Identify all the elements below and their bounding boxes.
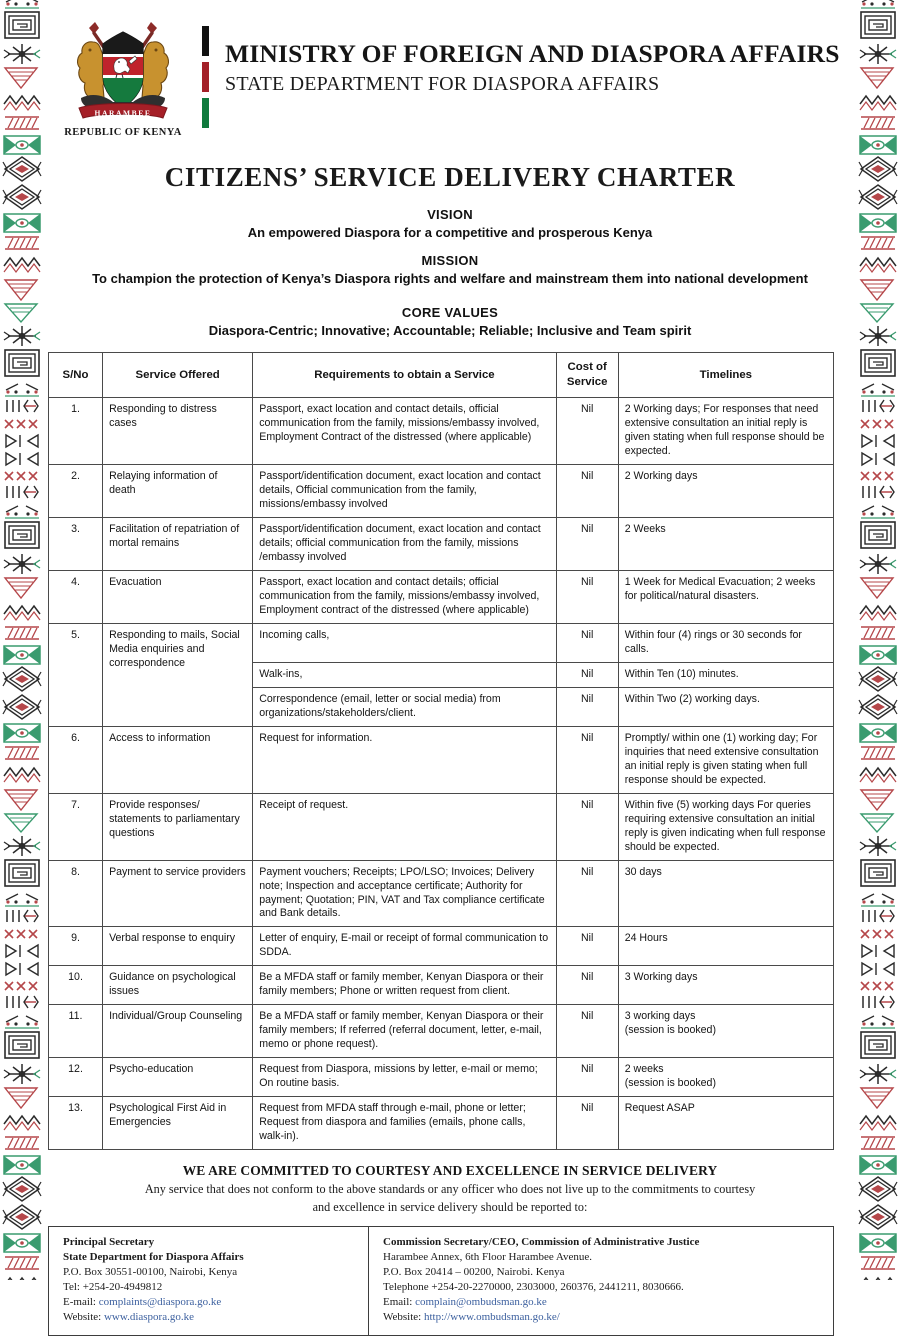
mission-heading: MISSION [421,253,479,269]
cell-cost: Nil [556,1058,618,1097]
cell-service: Responding to distress cases [103,398,253,465]
cell-requirements: Incoming calls, [253,623,556,662]
table-row [49,726,834,793]
cell-service: Individual/Group Counseling [103,1005,253,1058]
cell-sno: 8. [49,860,103,927]
cell-cost: Nil [556,927,618,966]
republic-of-kenya-caption: REPUBLIC OF KENYA [64,127,182,138]
cell-timelines: 2 weeks (session is booked) [618,1058,833,1097]
cell-requirements: Letter of enquiry, E-mail or receipt of formal communication to SDDA. [253,927,556,966]
cell-cost: Nil [556,398,618,465]
cell-sno: 1. [49,398,103,465]
vision-heading: VISION [427,207,473,222]
cell-cost: Nil [556,518,618,571]
header-requirements: Requirements to obtain a Service [253,353,556,398]
cell-service: Psychological First Aid in Emergencies [103,1097,253,1150]
table-row [49,398,834,465]
cell-service: Evacuation [103,571,253,624]
table-row [49,966,834,1005]
caj-email-label: Email: [383,1296,416,1309]
header-sno: S/No [49,353,103,398]
cell-cost: Nil [556,687,618,726]
tribal-border-left [2,0,42,1280]
cell-requirements: Be a MFDA staff or family member, Kenyan Diaspora or their family members; Phone or written request from client. [253,966,556,1005]
ministry-name: MINISTRY OF FOREIGN AND DIASPORA AFFAIRS [225,39,840,68]
cell-cost: Nil [556,726,618,793]
document-page [48,0,852,1324]
ministry-title-block [225,14,840,97]
core-values-heading: CORE VALUES [401,305,499,321]
table-row [49,571,834,624]
coat-of-arms-block [48,14,198,138]
table-row [49,623,834,662]
cell-requirements: Passport/identification document, exact location and contact details; official communication from the family, missions /embassy involved [253,518,556,571]
ps-website-row [63,1310,358,1325]
flag-stripe-black [202,26,209,56]
cell-timelines: 2 Working days [618,465,833,518]
mission-text: To champion the protection of Kenya’s Diaspora rights and welfare and mainstream them into national development [92,270,808,286]
contact-boxes [48,1226,834,1336]
caj-title: Commission Secretary/CEO, Commission of Administrative Justice [383,1235,700,1248]
table-header-row [49,353,834,398]
cell-requirements: Passport, exact location and contact details, official communication from the family, missions/embassy involved, Employment Contract of the distressed (where applicable) [253,398,556,465]
cell-sno: 10. [49,966,103,1005]
cell-service: Relaying information of death [103,465,253,518]
cell-sno: 13. [49,1097,103,1150]
cell-cost: Nil [556,966,618,1005]
table-row [49,1058,834,1097]
cell-sno: 12. [49,1058,103,1097]
table-body [49,398,834,1150]
commitment-headline: WE ARE COMMITTED TO COURTESY AND EXCELLENCE IN SERVICE DELIVERY [182,1163,718,1179]
cell-sno: 5. [49,623,103,726]
ps-website-link[interactable]: www.diaspora.go.ke [103,1311,194,1324]
flag-stripe-green [202,98,209,128]
cell-cost: Nil [556,1005,618,1058]
vision-mission-values [48,206,852,339]
flag-stripe-red [202,62,209,92]
cell-service: Provide responses/ statements to parliamentary questions [103,793,253,860]
ps-title: Principal Secretary [63,1235,155,1248]
cell-cost: Nil [556,793,618,860]
commitment-line-1: Any service that does not conform to the above standards or any officer who does not live up to the commitments to courtesy [144,1182,756,1197]
cell-timelines: Within four (4) rings or 30 seconds for calls. [618,623,833,662]
cell-timelines: 30 days [618,860,833,927]
table-row [49,465,834,518]
ps-address: P.O. Box 30551-00100, Nairobi, Kenya [63,1265,238,1278]
cell-requirements: Payment vouchers; Receipts; LPO/LSO; Invoices; Delivery note; Inspection and acceptance certificate; Authority for payment; Quotation; PIN, VAT and Tax compliance certificate and Bank details. [253,860,556,927]
tribal-band-repeat [3,0,41,1280]
cell-timelines: Within five (5) working days For queries requiring extensive consultation an initial reply is given indicating when full response should be expected. [618,793,833,860]
cell-sno: 6. [49,726,103,793]
cell-timelines: Within Two (2) working days. [618,687,833,726]
cell-requirements: Walk-ins, [253,662,556,687]
state-department-name: STATE DEPARTMENT FOR DIASPORA AFFAIRS [225,72,660,95]
tribal-pattern-svg-right [858,0,898,1280]
caj-website-label: Website: [383,1311,424,1324]
cell-cost: Nil [556,465,618,518]
cell-requirements: Request from MFDA staff through e-mail, phone or letter; Request from diaspora and families (emails, phone calls, walk-in). [253,1097,556,1150]
contact-ombudsman [369,1227,833,1335]
cell-service: Payment to service providers [103,860,253,927]
vision-text: An empowered Diaspora for a competitive and prosperous Kenya [247,224,653,240]
table-row [49,793,834,860]
core-values-text: Diaspora-Centric; Innovative; Accountable; Reliable; Inclusive and Team spirit [208,322,692,338]
ps-tel-value: +254-20-4949812 [82,1281,163,1294]
commitment-line-2: and excellence in service delivery should be reported to: [312,1200,588,1215]
header-timelines: Timelines [618,353,833,398]
cell-service: Facilitation of repatriation of mortal remains [103,518,253,571]
cell-timelines: Within Ten (10) minutes. [618,662,833,687]
table-row [49,1097,834,1150]
cell-cost: Nil [556,860,618,927]
caj-email-row [383,1295,823,1310]
commitment-statement [48,1163,852,1215]
ps-email-label: E-mail: [63,1296,99,1309]
cell-requirements: Passport, exact location and contact details; official communication from the family, missions/embassy involved, Employment contract of the distressed (where applicable) [253,571,556,624]
ps-dept: State Department for Diaspora Affairs [63,1250,244,1263]
page-title: CITIZENS’ SERVICE DELIVERY CHARTER [164,162,736,192]
table-row [49,518,834,571]
kenya-coat-of-arms-icon [59,14,187,126]
ps-email-link[interactable]: complaints@diaspora.go.ke [98,1296,222,1309]
cell-cost: Nil [556,623,618,662]
cell-timelines: 1 Week for Medical Evacuation; 2 weeks for political/natural disasters. [618,571,833,624]
contact-principal-secretary [49,1227,369,1335]
cell-requirements: Passport/identification document, exact location and contact details, Official communication from the family, missions/embassy involved [253,465,556,518]
kenya-flag-divider [202,26,209,128]
cell-service: Guidance on psychological issues [103,966,253,1005]
tribal-border-right [858,0,898,1280]
header-service: Service Offered [103,353,253,398]
cell-service: Psycho-education [103,1058,253,1097]
table-row [49,927,834,966]
cell-cost: Nil [556,571,618,624]
ps-website-label: Website: [63,1311,104,1324]
tribal-pattern-svg-left [2,0,42,1280]
cell-service: Verbal response to enquiry [103,927,253,966]
table-row [49,1005,834,1058]
ps-tel-label: Tel: [63,1281,83,1294]
cell-service: Responding to mails, Social Media enquiries and correspondence [103,623,253,726]
tribal-band-repeat [859,0,897,1280]
cell-sno: 4. [49,571,103,624]
cell-sno: 7. [49,793,103,860]
cell-requirements: Request for information. [253,726,556,793]
caj-website-link[interactable]: http://www.ombudsman.go.ke/ [423,1311,560,1324]
cell-requirements: Correspondence (email, letter or social media) from organizations/stakeholders/client. [253,687,556,726]
cell-cost: Nil [556,1097,618,1150]
caj-website-row [383,1310,823,1325]
svg-text:HARAMBEE: HARAMBEE [94,108,152,118]
cell-requirements: Be a MFDA staff or family member, Kenyan Diaspora or their family members; If referred (referral document, letter, e-mail, memo or phone request). [253,1005,556,1058]
cell-sno: 2. [49,465,103,518]
header-cost: Cost of Service [556,353,618,398]
ps-telephone-row [63,1280,358,1295]
table-row [49,860,834,927]
cell-timelines: 2 Working days; For responses that need extensive consultation an initial reply is given stating when full response should be expected. [618,398,833,465]
caj-email-link[interactable]: complain@ombudsman.go.ke [415,1296,547,1309]
cell-requirements: Receipt of request. [253,793,556,860]
caj-address-1: Harambee Annex, 6th Floor Harambee Avenue. [383,1250,593,1263]
cell-cost: Nil [556,662,618,687]
cell-timelines: Request ASAP [618,1097,833,1150]
cell-timelines: 2 Weeks [618,518,833,571]
cell-sno: 9. [49,927,103,966]
cell-service: Access to information [103,726,253,793]
cell-sno: 11. [49,1005,103,1058]
caj-telephone: Telephone +254-20-2270000, 2303000, 260376, 2441211, 8030666. [383,1281,684,1294]
cell-requirements: Request from Diaspora, missions by letter, e-mail or memo; On routine basis. [253,1058,556,1097]
cell-sno: 3. [49,518,103,571]
masthead [48,0,852,140]
cell-timelines: 24 Hours [618,927,833,966]
cell-timelines: 3 Working days [618,966,833,1005]
ps-email-row [63,1295,358,1310]
cell-timelines: Promptly/ within one (1) working day; For inquiries that need extensive consultation an initial reply is given stating when full response should be expected. [618,726,833,793]
service-charter-table [48,352,834,1150]
caj-address-2: P.O. Box 20414 – 00200, Nairobi. Kenya [383,1265,565,1278]
cell-timelines: 3 working days (session is booked) [618,1005,833,1058]
